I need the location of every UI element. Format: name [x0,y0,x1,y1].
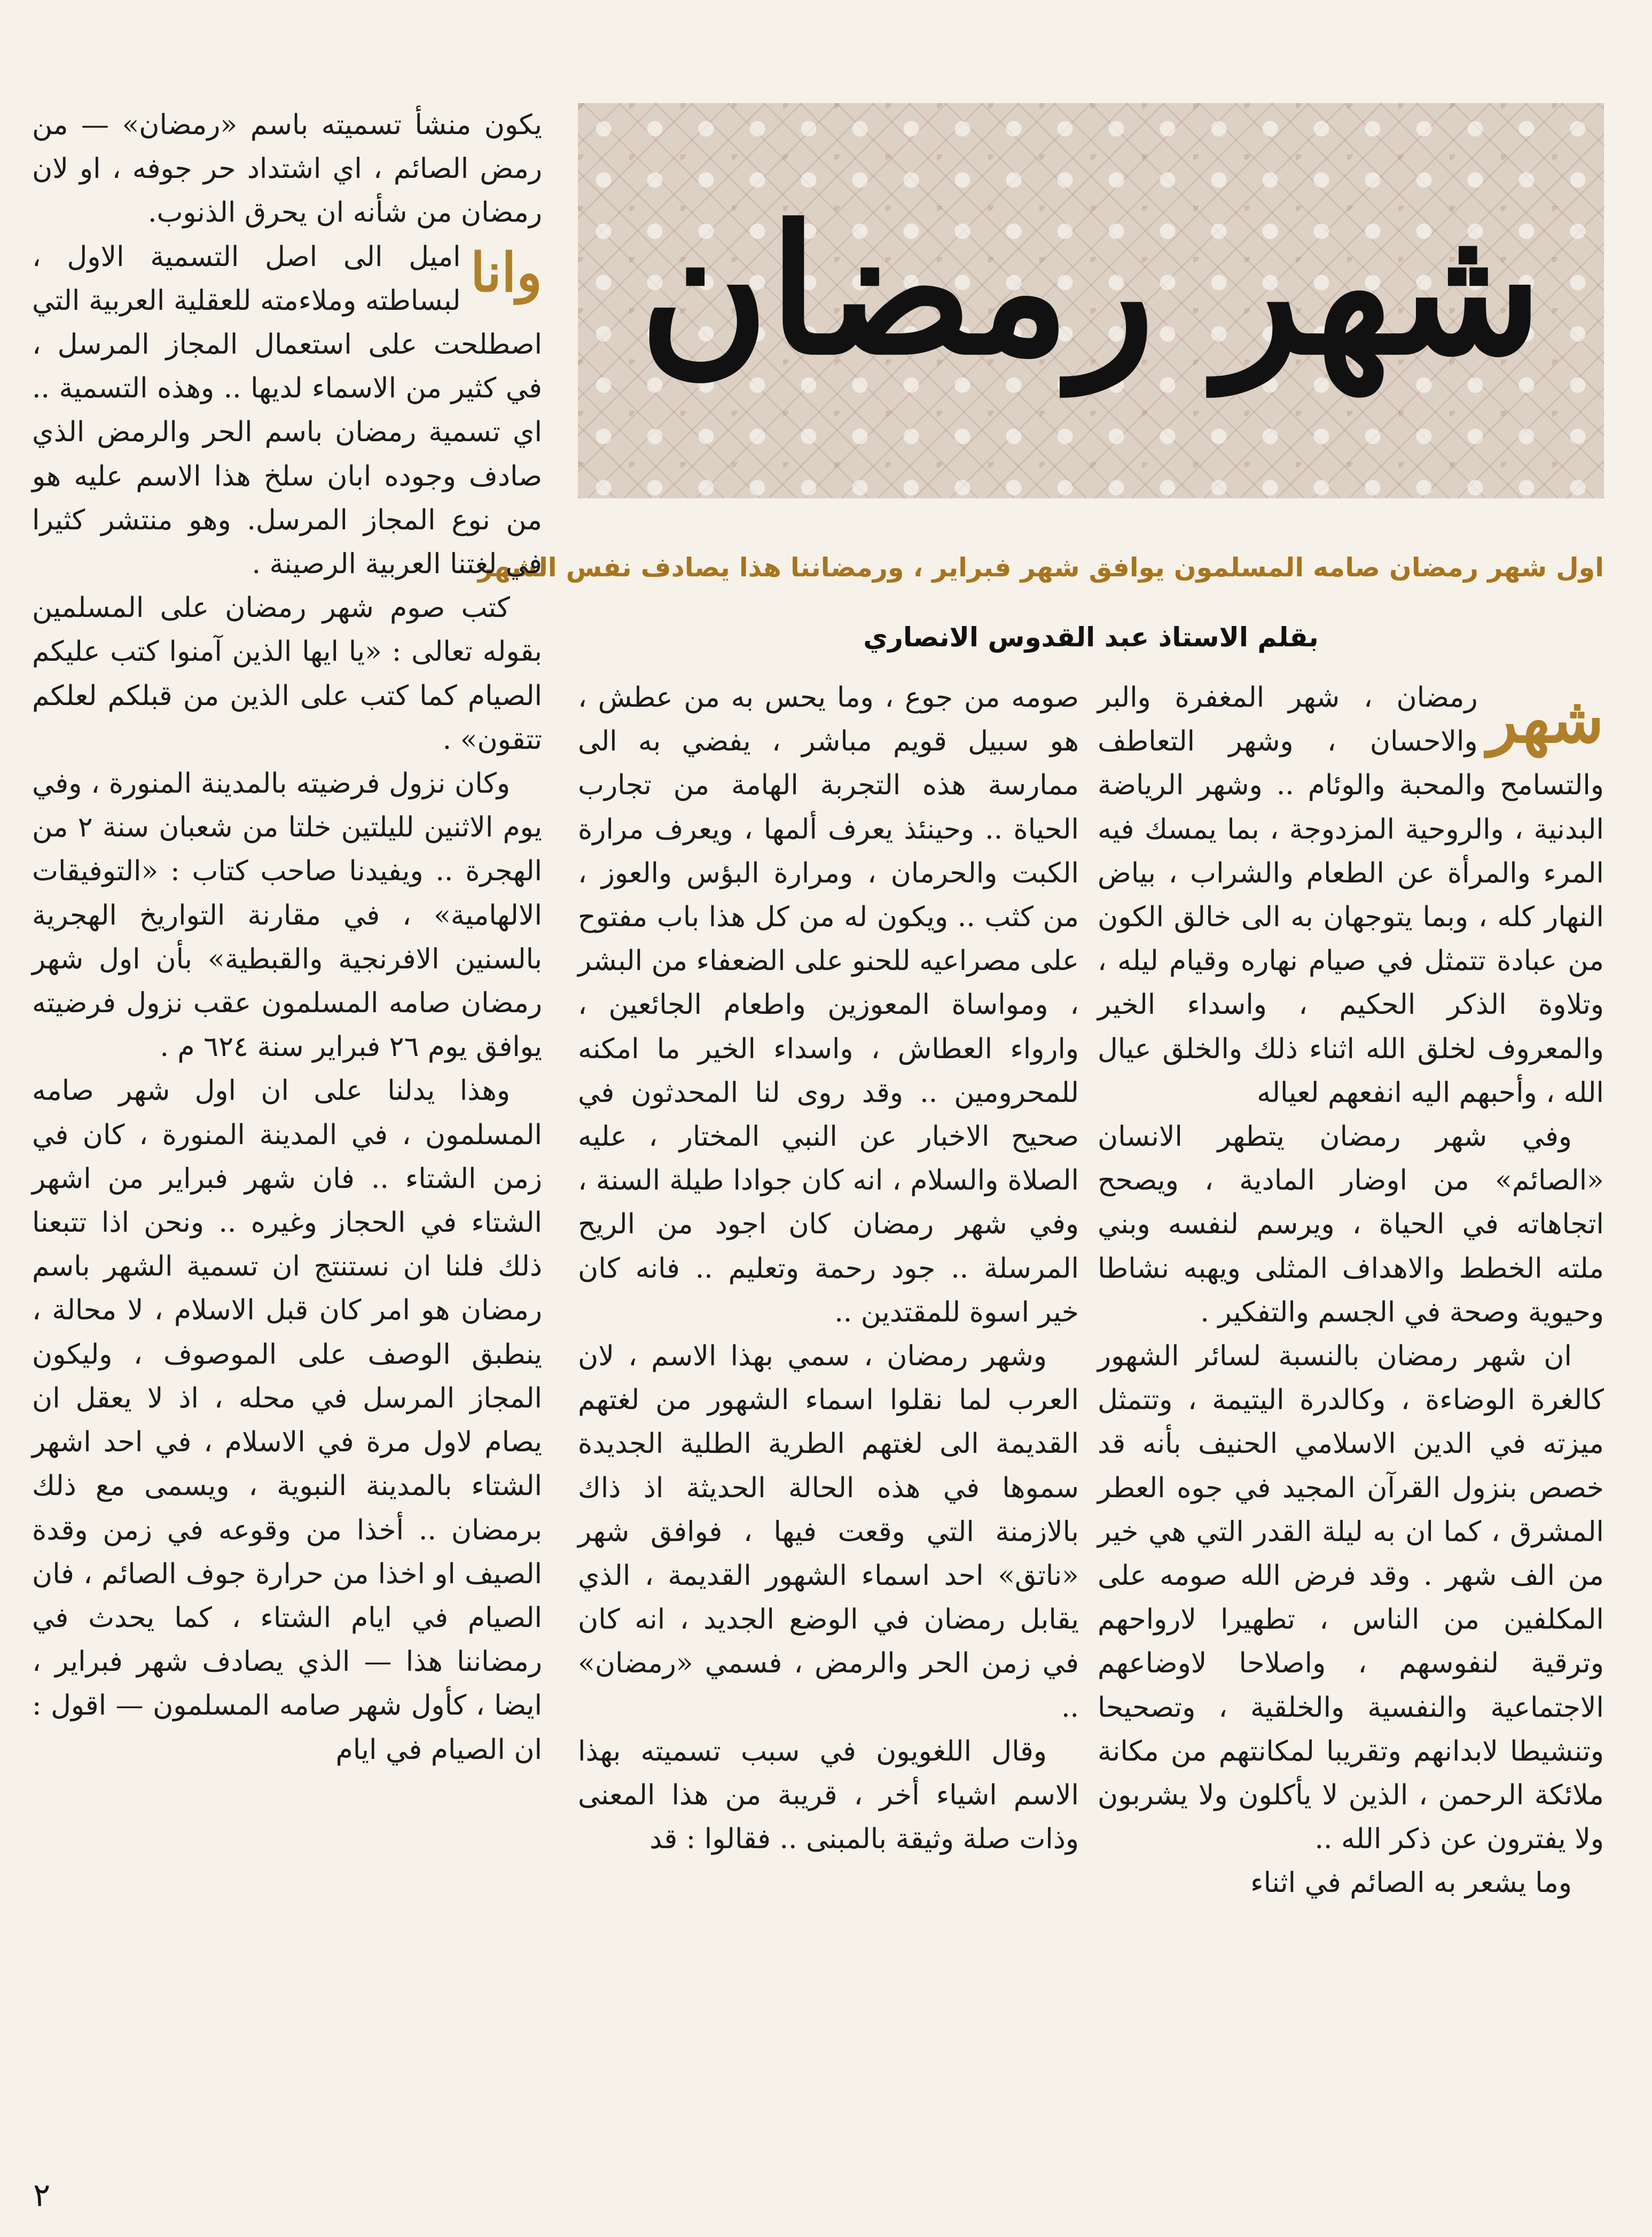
paragraph: وهذا يدلنا على ان اول شهر صامه المسلمون ، في المدينة المنورة ، كان في زمن الشتاء .. فان شهر فبراير من اشهر الشتاء في الحجاز وغيره .. ونحن اذا تتبعنا ذلك فلنا ان نستنتج ان تسمية الشهر باسم رمضان هو امر كان قبل الاسلام ، لا محالة ، ينطبق الوصف على الموصوف ، وليكون المجاز المرسل في محله ، اذ لا يعقل ان يصام لاول مرة في الاسلام ، في احد اشهر الشتاء بالمدينة النبوية ، ويسمى مع ذلك برمضان .. أخذا من وقوعه في زمن وقدة الصيف او اخذا من حرارة جوف الصائم ، فان الصيام في ايام الشتاء ، كما يحدث في رمضاننا هذا — الذي يصادف شهر فبراير ، ايضا ، كأول شهر صامه المسلمون — اقول : ان الصيام في ايام [32,1075,543,1766]
article-subtitle: اول شهر رمضان صامه المسلمون يوافق شهر فبراير ، ورمضاننا هذا يصادف نفس الشهر [477,552,1604,583]
drop-cap-word: وانا [470,240,542,304]
article-byline: بقلم الاستاذ عبد القدوس الانصاري [863,622,1319,653]
column-middle [578,676,1079,1861]
column-left [32,103,542,1772]
paragraph: كتب صوم شهر رمضان على المسلمين بقوله تعالى : «يا ايها الذين آمنوا كتب عليكم الصيام كما كتب على الذين من قبلكم لعلكم تتقون» . [32,592,542,756]
page-number: ٢ [33,2177,51,2214]
paragraph: وفي شهر رمضان يتطهر الانسان «الصائم» من اوضار المادية ، ويصحح اتجاهاته في الحياة ، ويرسم لنفسه وبني ملته الخطط والاهداف المثلى ويهبه نشاطا وحيوية وصحة في الجسم والتفكير . [1098,1121,1604,1328]
title-banner [578,103,1604,498]
paragraph: وشهر رمضان ، سمي بهذا الاسم ، لان العرب لما نقلوا اسماء الشهور من لغتهم القديمة الى لغتهم الطرية الطلية الجديدة سموها في هذه الحالة الحديثة اذ ذاك بالازمنة التي وقعت فيها ، فوافق شهر «ناتق» احد اسماء الشهور القديمة ، الذي يقابل رمضان في الوضع الجديد ، انه كان في زمن الحر والرمض ، فسمي «رمضان» .. [578,1340,1079,1724]
paragraph: يكون منشأ تسميته باسم «رمضان» — من رمض الصائم ، اي اشتداد حر جوفه ، او لان رمضان من شأنه ان يحرق الذنوب. [32,109,542,229]
paragraph: ان شهر رمضان بالنسبة لسائر الشهور كالغرة الوضاءة ، وكالدرة اليتيمة ، وتتمثل ميزته في الدين الاسلامي الحنيف بأنه قد خصص بنزول القرآن المجيد في جوه العطر المشرق ، كما ان به ليلة القدر التي هي خير من الف شهر . وقد فرض الله صومه على المكلفين من الناس ، تطهيرا لارواحهم وترقية لنفوسهم ، واصلاحا لاوضاعهم الاجتماعية والنفسية والخلقية ، وتصحيحا وتنشيطا لابدانهم وتقريبا لمكانتهم من مكانة ملائكة الرحمن ، الذين لا يأكلون ولا يشربون ولا يفترون عن ذكر الله .. [1098,1340,1604,1856]
calligraphy-title: شهر رمضان [639,186,1543,394]
drop-cap-word: شهر [1487,683,1604,757]
paragraph: وكان نزول فرضيته بالمدينة المنورة ، وفي يوم الاثنين لليلتين خلتا من شعبان سنة ٢ من الهجرة .. ويفيدنا صاحب كتاب : «التوفيقات الالهامية» ، في مقارنة التواريخ الهجرية بالسنين الافرنجية والقبطية» بأن اول شهر رمضان صامه المسلمون عقب نزول فرضيته يوافق يوم ٢٦ فبراير سنة ٦٢٤ م . [32,768,543,1063]
paragraph: صومه من جوع ، وما يحس به من عطش ، هو سبيل قويم مباشر ، يفضي به الى ممارسة هذه التجربة الهامة من تجارب الحياة .. وحينئذ يعرف ألمها ، ويعرف مرارة الكبت والحرمان ، ومرارة البؤس والعوز ، من كثب .. ويكون له من كل هذا باب مفتوح على مصراعيه للحنو على الضعفاء من البشر ، ومواساة المعوزين واطعام الجائعين ، وارواء العطاش ، واسداء الخير ما امكنه للمحرومين .. وقد روى لنا المحدثون في صحيح الاخبار عن النبي المختار ، عليه الصلاة والسلام ، انه كان جوادا طيلة السنة ، وفي شهر رمضان كان اجود من الريح المرسلة .. جود رحمة وتعليم .. فانه كان خير اسوة للمقتدين .. [578,682,1079,1328]
paragraph-text: اميل الى اصل التسمية الاول ، لبساطته وملاءمته للعقلية العربية التي اصطلحت على استعمال المجاز المرسل ، في كثير من الاسماء لديها .. وهذه التسمية .. اي تسمية رمضان باسم الحر والرمض الذي صادف وجوده ابان سلخ هذا الاسم عليه هو من نوع المجاز المرسل. وهو منتشر كثيرا في لغتنا العربية الرصينة . [32,240,542,581]
paragraph: وما يشعر به الصائم في اثناء [1250,1867,1572,1899]
column-right [1098,676,1604,1905]
paragraph: وقال اللغويون في سبب تسميته بهذا الاسم اشياء أخر ، قريبة من هذا المعنى وذات صلة وثيقة بالمبنى .. فقالوا : قد [578,1735,1079,1856]
paragraph-with-dropcap [32,235,542,586]
paragraph: رمضان ، شهر المغفرة والبر والاحسان ، وشهر التعاطف والتسامح والمحبة والوئام .. وشهر الرياضة البدنية ، والروحية المزدوجة ، بما يمسك فيه المرء والمرأة عن الطعام والشراب ، بياض النهار كله ، وبما يتوجهان به الى خالق الكون من عبادة تتمثل في صيام نهاره وقيام ليله ، وتلاوة الذكر الحكيم ، واسداء الخير والمعروف لخلق الله اثناء ذلك والخلق عيال الله ، وأحبهم اليه انفعهم لعياله [1098,682,1604,1109]
